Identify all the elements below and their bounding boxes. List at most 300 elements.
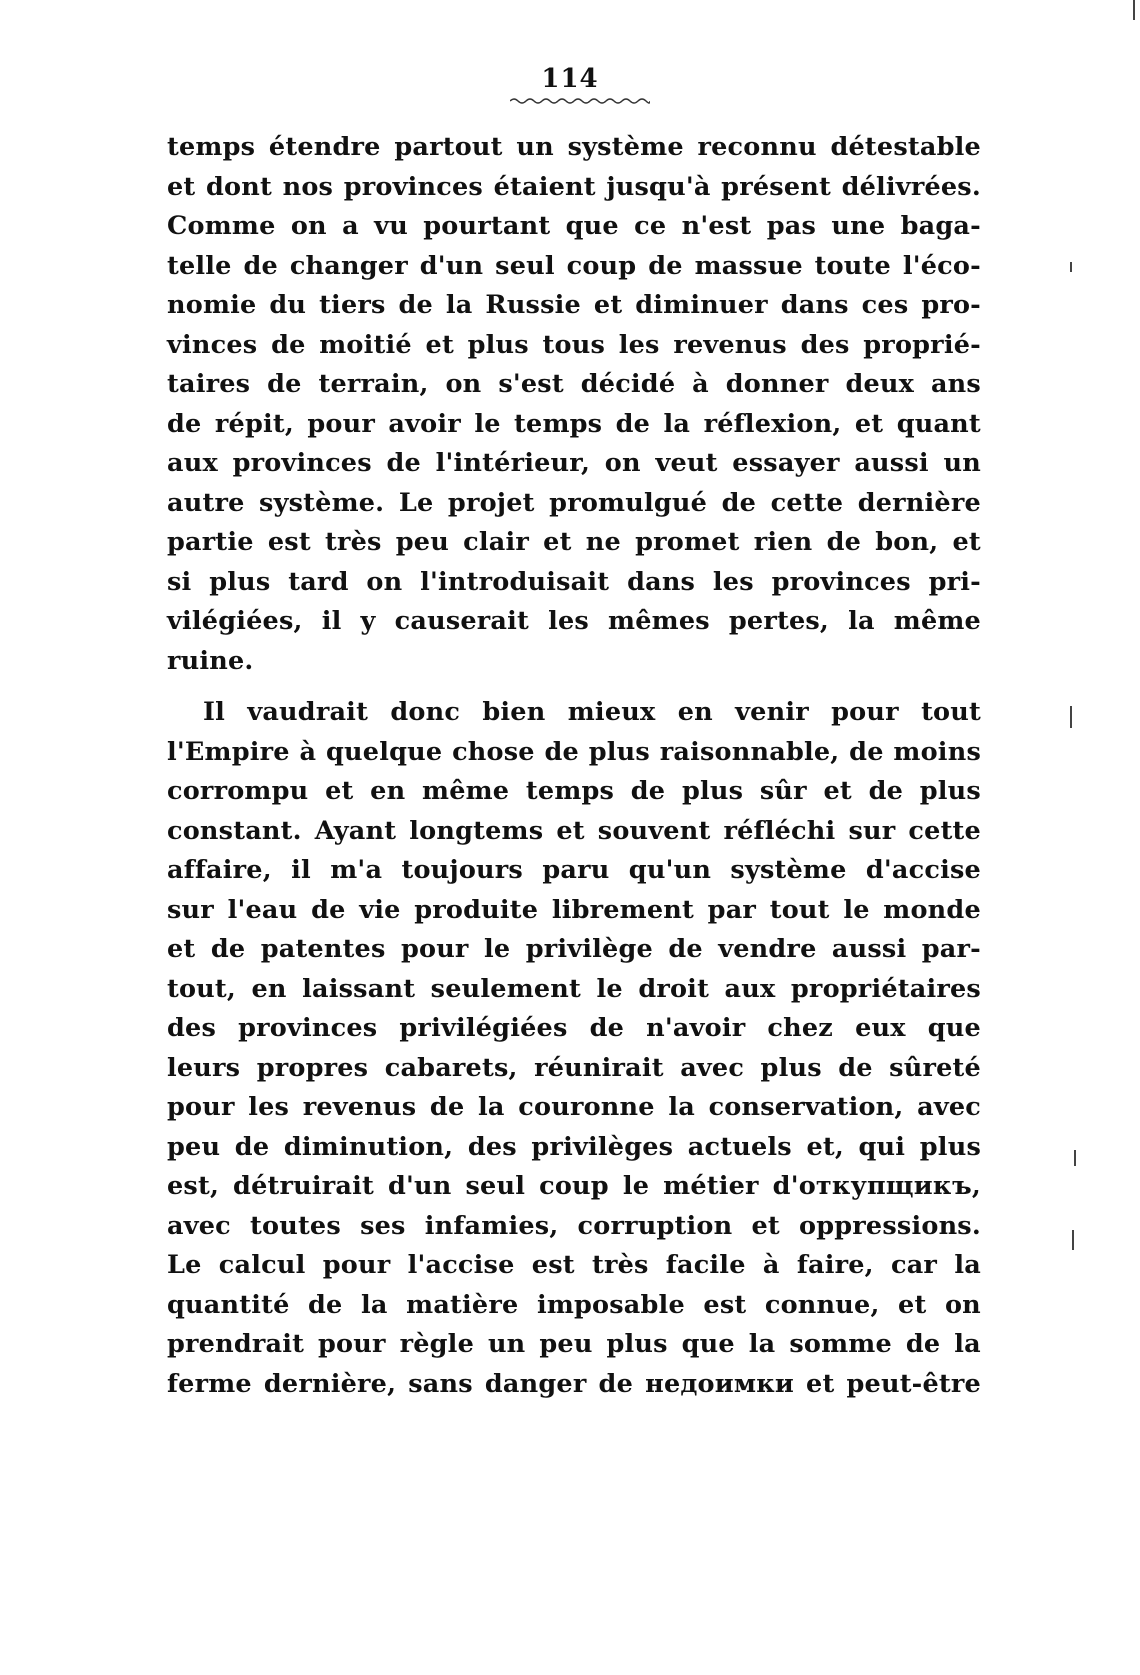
word: de <box>598 1368 634 1399</box>
word: corruption <box>577 1210 733 1241</box>
word: quant <box>896 408 981 439</box>
word: un <box>487 1329 526 1359</box>
word: toutes <box>250 1210 341 1241</box>
word: donc <box>390 697 461 727</box>
word: d'откупщиκъ, <box>772 1171 981 1201</box>
word: donner <box>725 369 829 399</box>
word: vaudrait <box>247 697 369 727</box>
text-line <box>167 247 981 287</box>
word: une <box>831 211 886 241</box>
word: de <box>868 776 904 806</box>
word: seul <box>465 1171 526 1201</box>
word: temps <box>514 408 603 439</box>
word: le <box>474 408 501 439</box>
word: d'un <box>387 1171 452 1201</box>
word: prendrait <box>167 1329 305 1359</box>
word: la <box>445 290 473 320</box>
word: tiers <box>319 290 386 320</box>
word: actuels <box>687 1131 792 1162</box>
word: provinces <box>771 566 911 597</box>
word: de <box>308 1289 343 1320</box>
word: est <box>703 1289 747 1320</box>
word: le <box>843 894 870 925</box>
word: l'intérieur, <box>435 448 591 478</box>
word: de <box>267 369 302 399</box>
word: aux <box>724 973 776 1004</box>
word: des <box>467 1131 517 1162</box>
word: par- <box>921 934 981 964</box>
scan-edge-mark <box>1133 0 1135 20</box>
word: un <box>516 132 554 162</box>
word: la <box>478 1092 505 1122</box>
text-line <box>167 168 981 208</box>
word: terrain, <box>318 369 429 399</box>
text-line <box>167 207 981 247</box>
text-line <box>167 444 981 484</box>
word: réflexion, <box>703 408 842 439</box>
word: pas <box>766 211 817 241</box>
word: calcul <box>218 1250 306 1280</box>
word: coup <box>539 1171 609 1201</box>
word: avec <box>917 1092 981 1122</box>
word: dernière, <box>263 1368 397 1399</box>
word: avoir <box>388 408 461 439</box>
word: ruine. <box>167 645 254 676</box>
word: pour <box>322 1250 391 1280</box>
word: vu <box>374 211 408 241</box>
word: chez <box>767 1013 833 1043</box>
word: est <box>531 1250 575 1280</box>
word: plus <box>919 776 981 806</box>
word: imposable <box>536 1289 685 1320</box>
word: les <box>712 566 754 597</box>
word: très <box>325 527 382 557</box>
word: privilégiées <box>399 1013 568 1043</box>
word: en <box>370 776 406 806</box>
word: on <box>290 211 327 241</box>
word: sans <box>408 1368 473 1399</box>
word: de <box>826 527 862 557</box>
word: pour <box>167 1092 235 1122</box>
word: et <box>543 527 572 557</box>
word: cabarets, <box>384 1052 518 1083</box>
word: changer <box>289 250 408 281</box>
text-line <box>167 930 981 970</box>
text-line <box>167 128 981 168</box>
word: projet <box>447 487 535 518</box>
text-line <box>167 1009 981 1049</box>
page-number: 114 <box>541 64 599 94</box>
word: l'accise <box>407 1250 515 1280</box>
word: plus <box>760 1052 822 1083</box>
word: la <box>663 408 691 439</box>
word: partie <box>167 527 254 557</box>
word: que <box>565 211 619 241</box>
text-line <box>167 733 981 773</box>
word: peu <box>167 1131 221 1162</box>
word: de <box>630 776 666 806</box>
word: droit <box>638 973 710 1004</box>
word: de <box>544 736 579 767</box>
word: monde <box>883 894 981 925</box>
text-line <box>167 602 981 642</box>
word: la <box>361 1289 388 1320</box>
word: l'eau <box>227 894 298 925</box>
word: de <box>648 250 683 281</box>
word: y <box>360 606 376 636</box>
text-line <box>167 1128 981 1168</box>
scan-edge-mark <box>1070 262 1072 272</box>
word: de <box>849 736 884 767</box>
word: connue, <box>764 1289 880 1320</box>
word: que <box>681 1329 735 1359</box>
word: ses <box>360 1210 406 1241</box>
word: temps <box>525 776 615 806</box>
word: paru <box>542 855 610 885</box>
word: chose <box>452 736 535 767</box>
word: diminuer <box>635 290 768 320</box>
word: cette <box>770 487 844 518</box>
word: on <box>445 369 482 399</box>
word: jusqu'à <box>606 171 711 202</box>
word: affaire, <box>167 855 272 885</box>
word: deux <box>845 369 915 399</box>
word: et <box>823 776 852 806</box>
word: la <box>848 606 875 636</box>
word: patentes <box>260 934 386 964</box>
text-line <box>167 1286 981 1326</box>
word: sûreté <box>889 1052 981 1083</box>
word: dernière <box>857 487 981 518</box>
word: Comme <box>167 211 276 241</box>
word: bon, <box>875 527 939 557</box>
word: peut-être <box>846 1368 981 1399</box>
word: provinces <box>232 448 372 478</box>
word: proprié- <box>863 329 981 360</box>
word: rien <box>753 527 813 557</box>
word: très <box>591 1250 649 1280</box>
word: car <box>890 1250 938 1280</box>
word: est, <box>167 1171 220 1201</box>
word: baga- <box>900 211 981 241</box>
text-line <box>167 405 981 445</box>
word: et <box>167 171 196 202</box>
word: la <box>748 1329 776 1359</box>
word: facile <box>665 1250 746 1280</box>
word: недоимки <box>645 1368 794 1399</box>
paragraph-1 <box>167 128 981 681</box>
word: aux <box>167 448 218 478</box>
word: quantité <box>167 1289 290 1320</box>
word: peu <box>539 1329 593 1359</box>
word: et <box>952 527 981 557</box>
word: tout <box>921 697 981 727</box>
word: telle <box>167 250 232 281</box>
word: eux <box>855 1013 906 1043</box>
word: délivrées. <box>841 171 981 202</box>
word: tard <box>288 566 349 597</box>
word: pour <box>318 1329 386 1359</box>
text-line <box>167 1167 981 1207</box>
word: de <box>167 408 202 439</box>
word: plus <box>919 1131 981 1162</box>
word: plus <box>588 736 650 767</box>
word: ferme <box>167 1368 252 1399</box>
word: qu'un <box>628 855 712 885</box>
word: et <box>325 776 354 806</box>
word: un <box>943 448 981 478</box>
word: pro- <box>921 290 981 320</box>
word: est <box>267 527 311 557</box>
word: danger <box>484 1368 587 1399</box>
word: et <box>593 290 623 320</box>
word: coup <box>566 250 637 281</box>
word: Ayant <box>314 815 397 846</box>
text-line <box>167 891 981 931</box>
word: de <box>271 329 306 360</box>
paragraph-2 <box>167 693 981 1404</box>
word: raisonnable, <box>659 736 840 767</box>
word: dont <box>206 171 272 202</box>
text-line <box>167 484 981 524</box>
word: la <box>954 1329 981 1359</box>
word: détruirait <box>233 1171 374 1201</box>
word: mêmes <box>608 606 710 636</box>
word: les <box>618 329 660 360</box>
word: ans <box>930 369 981 399</box>
word: le <box>483 934 511 964</box>
word: en <box>677 697 713 727</box>
word: faire, <box>796 1250 874 1280</box>
word: privilèges <box>531 1131 674 1162</box>
word: de <box>905 1329 941 1359</box>
word: et <box>806 1368 835 1399</box>
word: venir <box>735 697 809 727</box>
word: plus <box>209 566 271 597</box>
text-line <box>167 1207 981 1247</box>
word: des <box>800 329 850 360</box>
word: que <box>927 1013 981 1043</box>
word: et <box>898 1289 927 1320</box>
word: moins <box>893 736 981 767</box>
word: n'est <box>681 211 752 241</box>
word: nos <box>282 171 334 202</box>
word: il <box>291 855 311 885</box>
word: et <box>425 329 454 360</box>
word: sur <box>848 815 896 846</box>
word: système. <box>259 487 385 518</box>
word: provinces <box>343 171 483 202</box>
word: de <box>210 934 246 964</box>
word: vendre <box>718 934 817 964</box>
word: étaient <box>493 171 596 202</box>
text-line <box>167 642 981 682</box>
word: Le <box>398 487 434 518</box>
word: le <box>622 1171 650 1201</box>
word: à <box>762 1250 780 1280</box>
word: qui <box>858 1131 906 1162</box>
word: dans <box>627 566 696 597</box>
word: bien <box>482 697 546 727</box>
page-number-ornament <box>510 96 650 106</box>
word: promet <box>635 527 740 557</box>
word: ces <box>861 290 909 320</box>
word: souvent <box>597 815 711 846</box>
word: du <box>269 290 307 320</box>
scan-edge-mark <box>1072 1230 1074 1250</box>
text-line <box>167 1246 981 1286</box>
word: décidé <box>580 369 676 399</box>
word: librement <box>551 894 694 925</box>
word: taires <box>167 369 251 399</box>
word: pertes, <box>728 606 830 636</box>
word: de <box>721 487 757 518</box>
word: vilégiées, <box>167 606 303 636</box>
word: on <box>944 1289 981 1320</box>
word: métier <box>663 1171 759 1201</box>
word: étendre <box>268 132 381 162</box>
text-line <box>167 1049 981 1089</box>
word: couronne <box>518 1092 655 1122</box>
word: s'est <box>498 369 564 399</box>
word: causerait <box>394 606 530 636</box>
text-line <box>167 693 981 733</box>
word: les <box>248 1092 290 1122</box>
scan-edge-mark <box>1074 1150 1076 1166</box>
text-line <box>167 812 981 852</box>
word: on <box>366 566 403 597</box>
word: Le <box>167 1250 202 1280</box>
word: à <box>692 369 709 399</box>
word: même <box>422 776 510 806</box>
word: temps <box>167 132 256 162</box>
word: corrompu <box>167 776 309 806</box>
word: aussi <box>831 934 907 964</box>
word: moitié <box>319 329 412 360</box>
word: réunirait <box>534 1052 664 1083</box>
text-line <box>167 970 981 1010</box>
word: revenus <box>673 329 787 360</box>
word: et, <box>806 1131 844 1162</box>
word: et <box>854 408 884 439</box>
word: diminution, <box>283 1131 454 1162</box>
word: la <box>954 1250 981 1280</box>
word: détestable <box>830 132 981 162</box>
word: toute <box>814 250 891 281</box>
word: clair <box>463 527 529 557</box>
word: pri- <box>928 566 981 597</box>
word: de <box>386 448 421 478</box>
word: de <box>615 408 651 439</box>
word: a <box>342 211 359 241</box>
word: à <box>299 736 317 767</box>
word: ne <box>585 527 621 557</box>
text-line <box>167 326 981 366</box>
word: tous <box>542 329 606 360</box>
text-line <box>167 851 981 891</box>
text-line <box>167 563 981 603</box>
word: pour <box>400 934 469 964</box>
word: de <box>243 250 278 281</box>
word: règle <box>399 1329 474 1359</box>
word: essayer <box>732 448 840 478</box>
word: seulement <box>430 973 582 1004</box>
word: produite <box>414 894 539 925</box>
word: tout <box>769 894 830 925</box>
word: massue <box>694 250 803 281</box>
word: infamies, <box>424 1210 559 1241</box>
word: pourtant <box>423 211 551 241</box>
word: des <box>167 1013 217 1043</box>
word: le <box>596 973 623 1004</box>
word: et <box>167 934 196 964</box>
word: même <box>893 606 981 636</box>
word: m'a <box>330 855 383 885</box>
word: les <box>548 606 589 636</box>
text-line <box>167 1088 981 1128</box>
word: seul <box>495 250 555 281</box>
word: nomie <box>167 290 257 320</box>
word: privilège <box>525 934 653 964</box>
word: l'éco- <box>902 250 981 281</box>
word: Il <box>203 697 226 727</box>
word: n'avoir <box>646 1013 746 1043</box>
word: et <box>556 815 585 846</box>
word: vie <box>359 894 401 925</box>
word: de <box>589 1013 625 1043</box>
word: constant. <box>167 815 302 846</box>
word: système <box>730 855 847 885</box>
word: on <box>604 448 641 478</box>
word: pour <box>831 697 899 727</box>
word: promulgué <box>549 487 708 518</box>
word: matière <box>406 1289 519 1320</box>
word: il <box>321 606 342 636</box>
word: et <box>751 1210 780 1241</box>
word: de <box>311 894 346 925</box>
word: l'Empire <box>167 736 290 767</box>
word: conservation, <box>708 1092 904 1122</box>
word: d'accise <box>865 855 981 885</box>
word: sûr <box>759 776 807 806</box>
word: reconnu <box>697 132 817 162</box>
word: avec <box>680 1052 745 1083</box>
word: tout, <box>167 973 236 1004</box>
word: Russie <box>485 290 581 320</box>
word: répit, <box>214 408 294 439</box>
word: dans <box>780 290 849 320</box>
word: leurs <box>167 1052 241 1083</box>
word: réfléchi <box>723 815 836 846</box>
word: système <box>567 132 684 162</box>
word: de <box>668 934 703 964</box>
word: veut <box>655 448 718 478</box>
word: oppressions. <box>799 1210 981 1241</box>
word: de <box>234 1131 270 1162</box>
word: ce <box>634 211 667 241</box>
word: de <box>838 1052 873 1083</box>
word: propres <box>256 1052 369 1083</box>
word: somme <box>789 1329 892 1359</box>
word: propriétaires <box>790 973 981 1004</box>
word: peu <box>395 527 449 557</box>
text-line <box>167 1325 981 1365</box>
word: mieux <box>567 697 656 727</box>
text-line <box>167 286 981 326</box>
word: longtems <box>409 815 544 846</box>
text-line <box>167 523 981 563</box>
word: partout <box>394 132 503 162</box>
